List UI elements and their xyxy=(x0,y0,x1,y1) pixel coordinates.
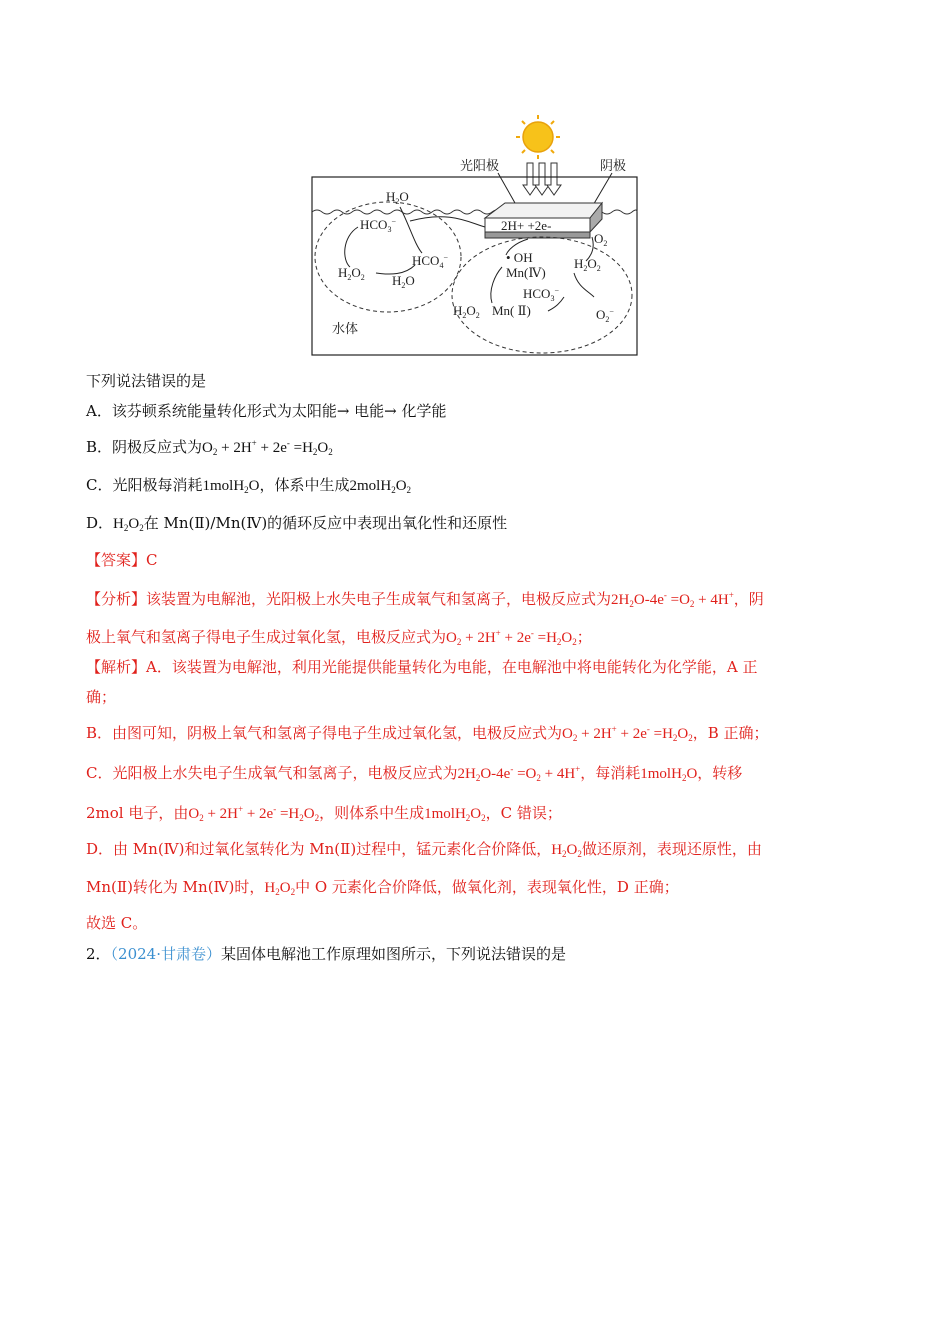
h2o-left-bottom-label: $H_2O$ xyxy=(392,273,415,290)
one-mol-h2o: 1molH$_2$O xyxy=(202,478,260,495)
cathode-equation: $O_2 + 2H^+ + 2e^- =H_2O_2$ xyxy=(202,438,333,457)
photoanode-label: 光阳极 xyxy=(460,158,500,173)
one-mol-h2o2: $1molH_2O_2$ xyxy=(424,806,486,823)
h2o2-right-label: $H_2O_2$ xyxy=(574,256,601,273)
explanation-c-1: C．光阳极上水失电子生成氧气和氢离子，电极反应式为$2H_2O-4e^- =O_2 + 4H^+$，每消耗1molH$_2$O，转移 xyxy=(86,764,743,783)
explanation-a-2: 确； xyxy=(86,688,117,706)
water-body-label: 水体 xyxy=(332,321,359,336)
mn4-label: Mn(Ⅳ) xyxy=(506,265,546,280)
h2o2-bottom-label: $H_2O_2$ xyxy=(453,303,480,320)
explanation-b: B．由图可知，阴极上氧气和氢离子得电子生成过氧化氢，电极反应式为$O_2 + 2H^+ + 2e^- =H_2O_2$，B 正确； xyxy=(86,724,769,743)
explanation-d-1: D．由 Mn(Ⅳ)和过氧化氢转化为 Mn(Ⅱ)过程中，锰元素化合价降低，$H_2O_2$做还原剂，表现还原性，由 xyxy=(86,840,762,859)
conclusion: 故选 C。 xyxy=(86,914,148,932)
light-arrows xyxy=(523,163,561,195)
analysis-line-1: 【分析】该装置为电解池，光阳极上水失电子生成氧气和氢离子，电极反应式为$2H_2O-4e^- =O_2 + 4H^+$，阴 xyxy=(86,590,764,609)
one-mol-h2o: 1molH$_2$O xyxy=(640,766,698,783)
cathode-equation: $O_2 + 2H^+ + 2e^- =H_2O_2$ xyxy=(562,724,693,743)
explanation-d-2: Mn(Ⅱ)转化为 Mn(Ⅳ)时，$H_2O_2$中 O 元素化合价降低，做氧化剂，表现氧化性，D 正确； xyxy=(86,878,679,897)
analysis-line-2: 极上氧气和氢离子得电子生成过氧化氢，电极反应式为$O_2 + 2H^+ + 2e^- =H_2O_2$； xyxy=(86,628,592,647)
electrode-reaction-label: 2H+ +2e- xyxy=(501,218,552,233)
h2o2-formula: $H_2O_2$ xyxy=(551,842,582,859)
h2o-top-label: $H_2O$ xyxy=(386,189,409,206)
hco3-left-label: $HCO_3^-$ xyxy=(360,217,396,234)
answer-line: 【答案】C xyxy=(86,551,158,569)
explanation-c-2: 2mol 电子，由$O_2 + 2H^+ + 2e^- =H_2O_2$，则体系中生成$1molH_2O_2$，C 错误； xyxy=(86,804,562,823)
question-2: 2．（2024·甘肃卷）某固体电解池工作原理如图所示，下列说法错误的是 xyxy=(86,945,567,963)
cathode-equation: $O_2 + 2H^+ + 2e^- =H_2O_2$ xyxy=(446,628,577,647)
cathode-label: 阴极 xyxy=(600,158,627,173)
question-source: （2024·甘肃卷） xyxy=(110,945,221,963)
oh-label: • OH xyxy=(506,250,533,265)
cathode-equation: $O_2 + 2H^+ + 2e^- =H_2O_2$ xyxy=(188,804,320,823)
anode-equation: $2H_2O-4e^- =O_2 + 4H^+$ xyxy=(611,590,734,609)
h2o2-formula: $H_2O_2$ xyxy=(264,880,296,897)
explanation-a-1: 【解析】A．该装置为电解池，利用光能提供能量转化为电能，在电解池中将电能转化为化学能，A 正 xyxy=(86,658,758,676)
o2minus-label: $O_2^-$ xyxy=(596,307,614,324)
hco3-right-label: $HCO_3^-$ xyxy=(523,286,559,303)
sun-icon xyxy=(516,115,560,159)
o2-right-label: $O_2$ xyxy=(594,231,608,248)
h2o2-formula: $H_2O_2$ xyxy=(113,516,144,533)
option-b: B．阴极反应式为$O_2 + 2H^+ + 2e^- =H_2O_2$ xyxy=(86,438,333,457)
question-stem: 下列说法错误的是 xyxy=(86,372,207,390)
option-a: A．该芬顿系统能量转化形式为太阳能→ 电能→ 化学能 xyxy=(86,402,447,420)
anode-equation: $2H_2O-4e^- =O_2 + 4H^+$ xyxy=(457,764,581,783)
option-d: D．$H_2O_2$在 Mn(Ⅱ)/Mn(Ⅳ)的循环反应中表现出氧化性和还原性 xyxy=(86,514,508,533)
option-c: C．光阳极每消耗1molH$_2$O，体系中生成$2molH_2O_2$ xyxy=(86,476,412,495)
two-mol-h2o2: $2molH_2O_2$ xyxy=(349,478,412,495)
mn2-label: Mn( Ⅱ) xyxy=(492,303,531,318)
hco4-left-label: $HCO_4^-$ xyxy=(412,253,448,270)
fenton-system-diagram xyxy=(310,115,640,360)
h2o2-left-label: $H_2O_2$ xyxy=(338,265,365,282)
